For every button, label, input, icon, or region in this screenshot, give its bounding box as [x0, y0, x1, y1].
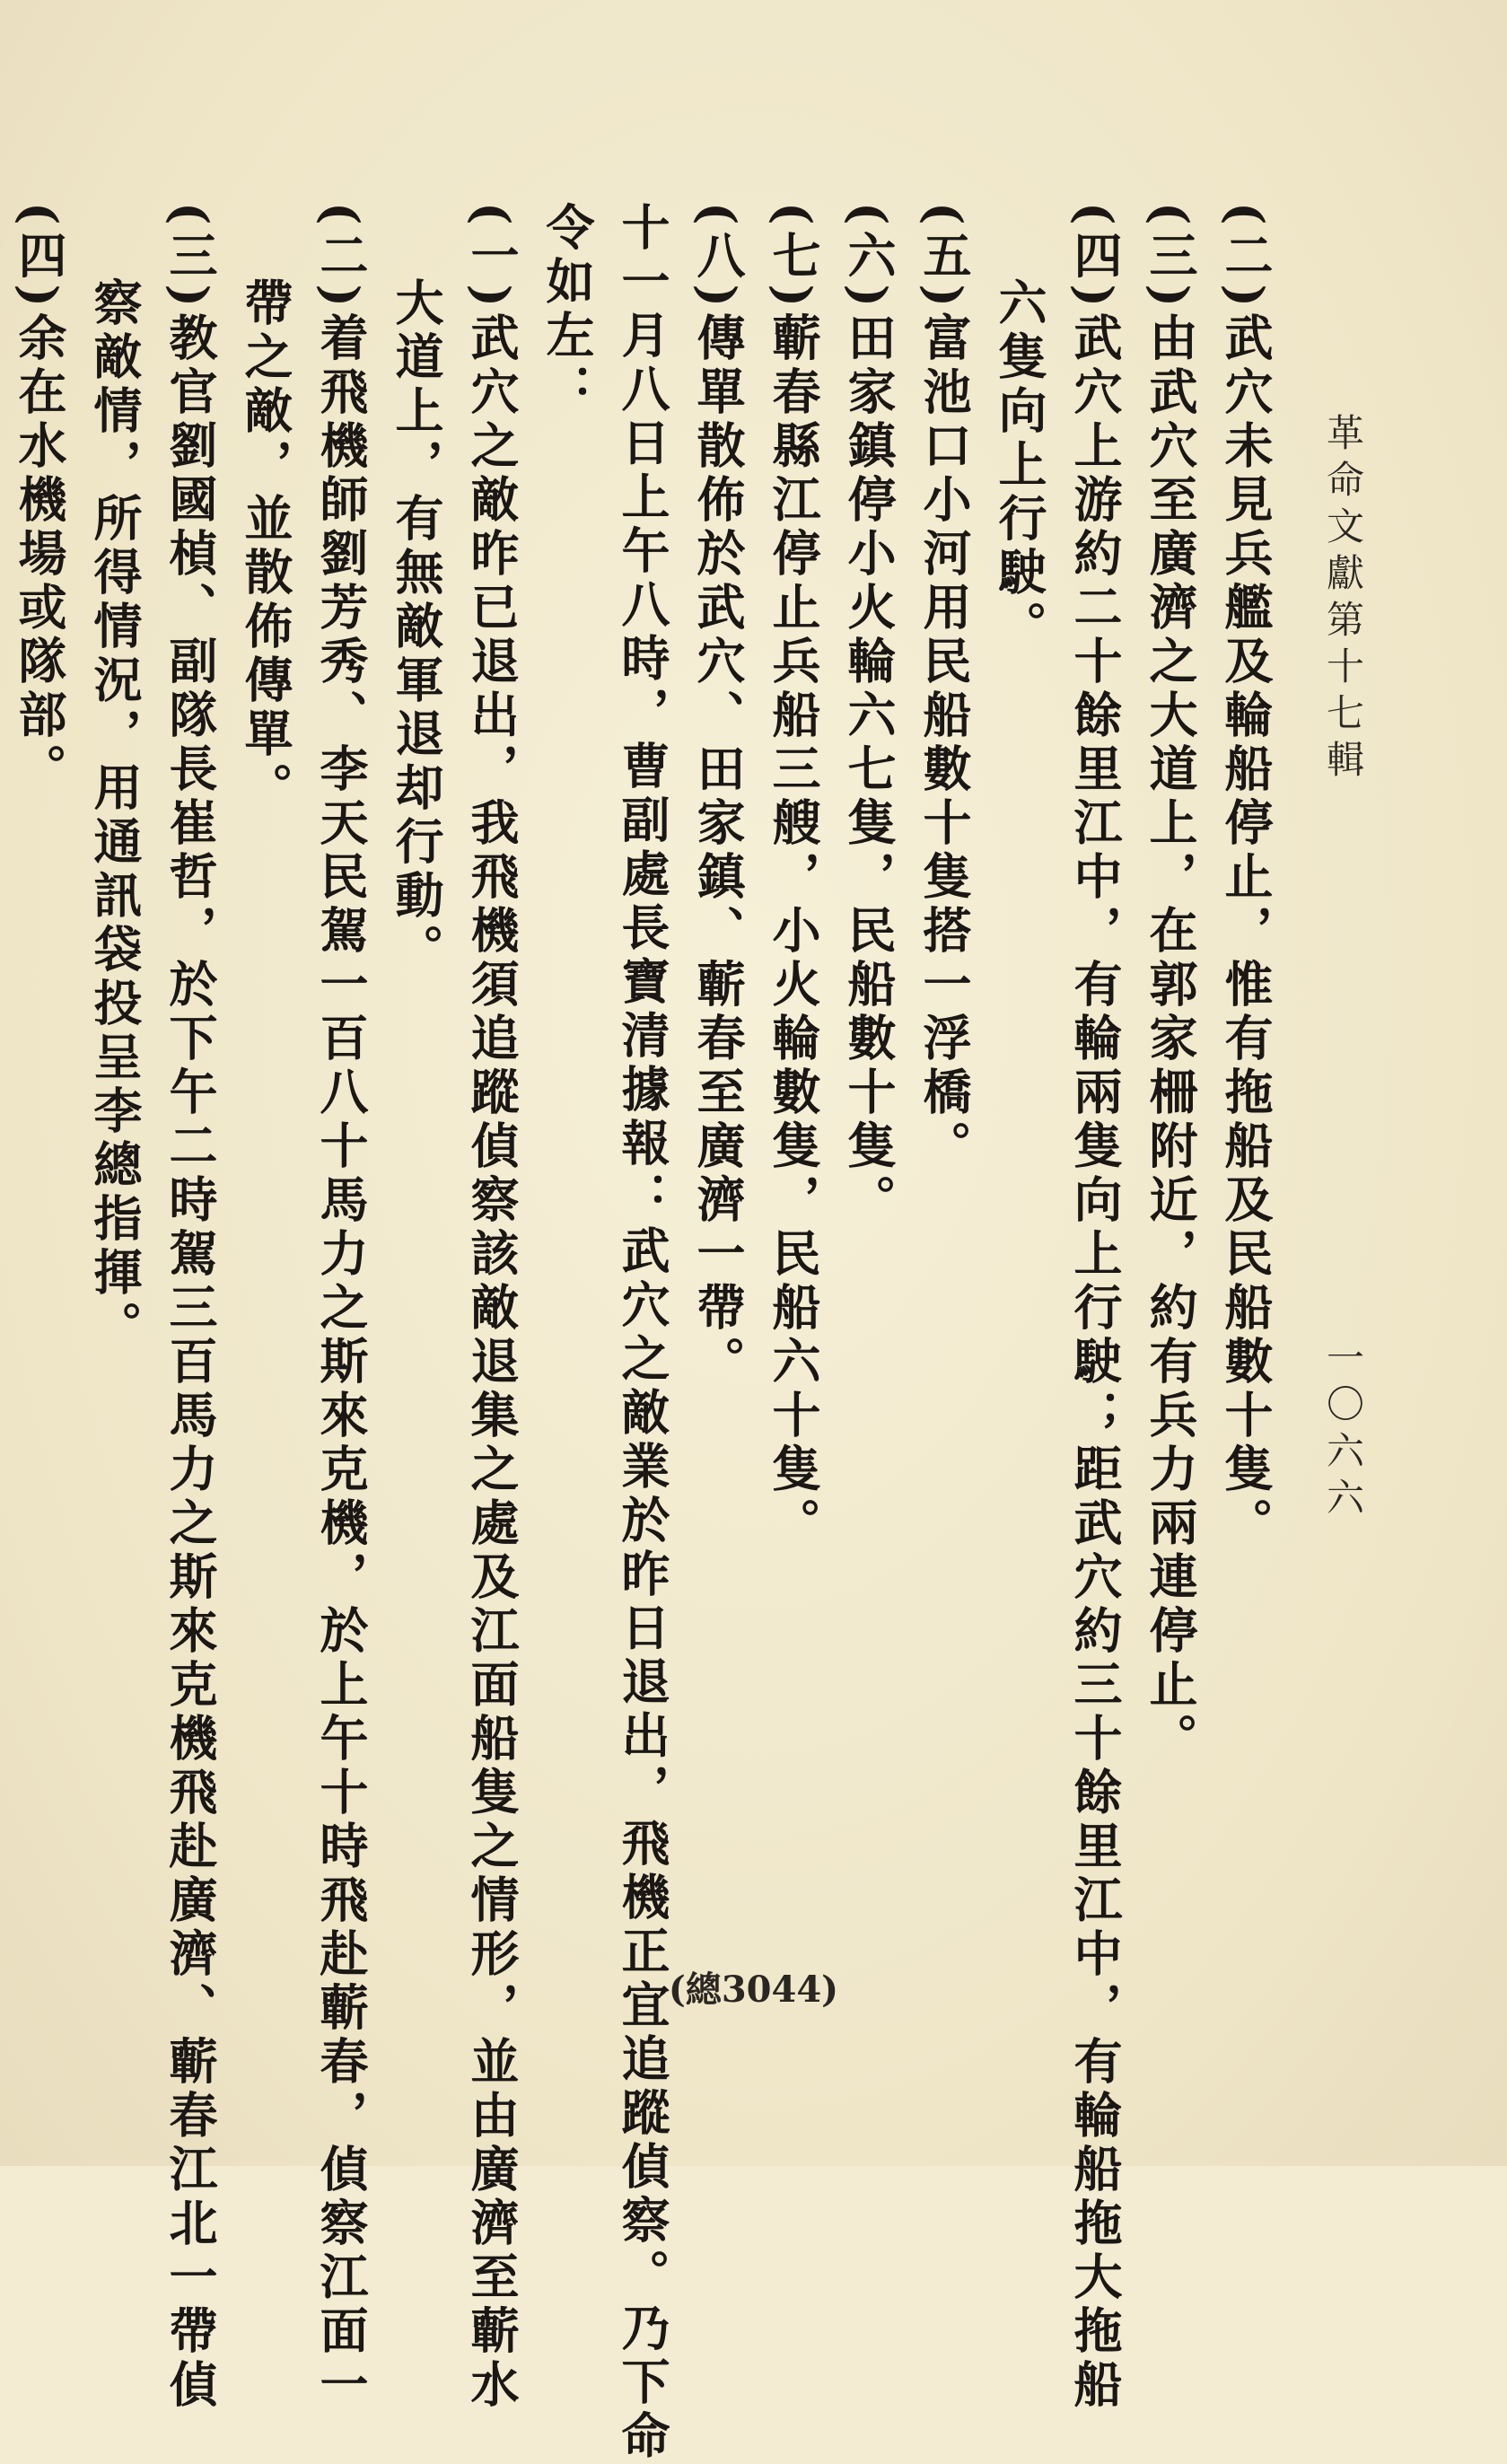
text-column: (四)余在水機場或隊部。	[11, 202, 68, 798]
text-column: (二)着飛機師劉芳秀、李天民駕一百八十馬力之斯來克機，於上午十時飛赴蘄春，偵察江面一	[312, 202, 370, 2414]
text-column: (七)蘄春縣江停止兵船三艘，小火輪數隻，民船六十隻。	[765, 202, 822, 1552]
text-column: 察敵情，所得情況，用通訊袋投呈李總指揮。	[86, 277, 144, 1355]
text-column: (三)由武穴至廣濟之大道上，在郭家柵附近，約有兵力兩連停止。	[1142, 202, 1199, 1767]
text-column: (三)教官劉國楨、副隊長崔哲，於下午二時駕三百馬力之斯來克機飛赴廣濟、蘄春江北一帶偵	[162, 202, 219, 2414]
text-column: (五)富池口小河用民船數十隻搭一浮橋。	[916, 202, 973, 1175]
text-column: (一)武穴之敵昨已退出，我飛機須追蹤偵察該敵退集之處及江面船隻之情形，並由廣濟至蘄水	[463, 202, 521, 2414]
text-column: 六隻向上行駛。	[991, 277, 1048, 654]
running-header-title: 革命文獻第十七輯	[1321, 413, 1365, 786]
text-column: (二)武穴未見兵艦及輪船停止，惟有拖船及民船數十隻。	[1217, 202, 1275, 1552]
total-page-number: (總3044)	[668, 1969, 839, 2011]
text-column: 帶之敵，並散佈傳單。	[237, 277, 294, 816]
text-column: 十一月八日上午八時，曹副處長寶清據報：武穴之敵業於昨日退出，飛機正宜追蹤偵察。乃下命	[614, 202, 671, 2464]
page-number: 一〇六六	[1321, 1337, 1365, 1524]
text-column: (八)傳單散佈於武穴、田家鎮、蘄春至廣濟一帶。	[689, 202, 747, 1390]
text-column: (四)武穴上游約二十餘里江中，有輪兩隻向上行駛；距武穴約三十餘里江中，有輪船拖大拖船	[1066, 202, 1124, 2414]
text-column: (六)田家鎮停小火輪六七隻，民船數十隻。	[840, 202, 898, 1229]
text-column: 大道上，有無敵軍退却行動。	[388, 277, 445, 978]
text-column: 令如左：	[539, 202, 596, 417]
